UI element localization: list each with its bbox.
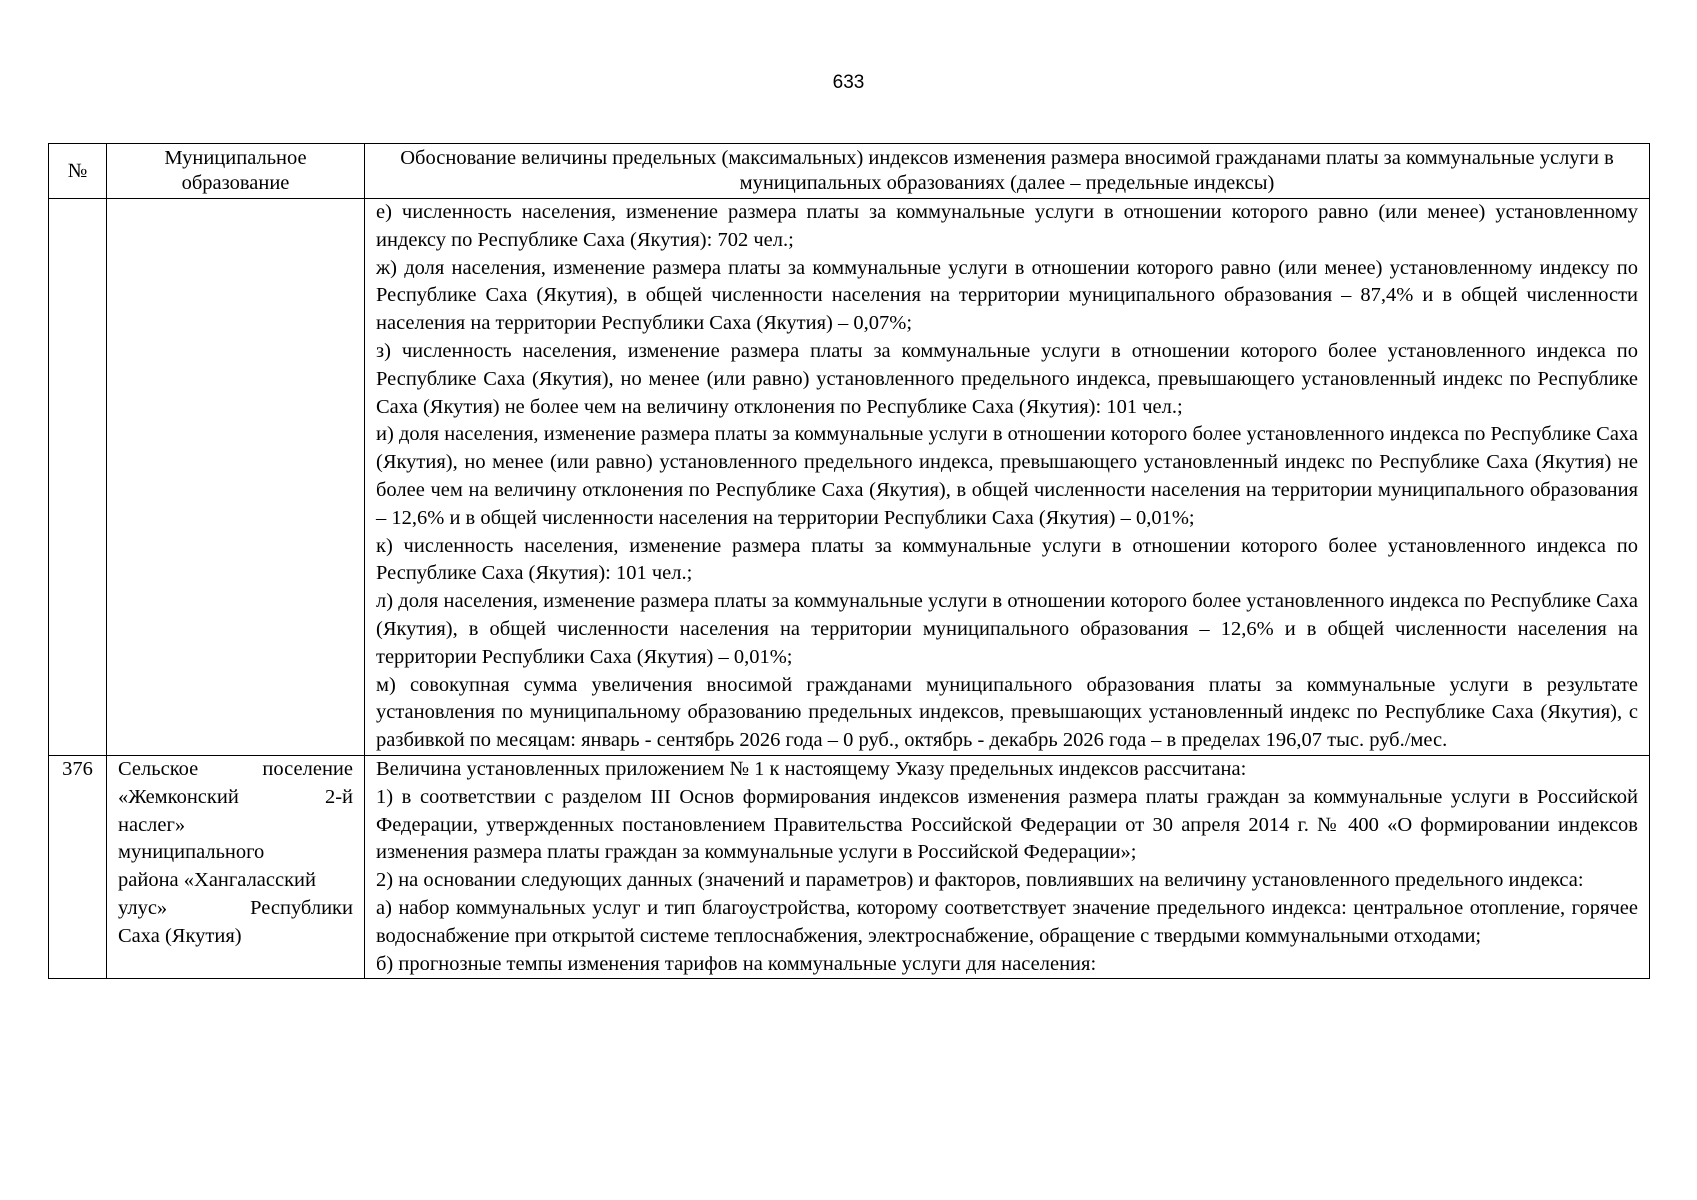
municipality-cell (107, 199, 365, 756)
municipality-line: Саха (Якутия) (118, 924, 242, 947)
header-justification: Обоснование величины предельных (максимальных) индексов изменения размера вносимой гражданами платы за коммунальные услуги в муниципальных образованиях (далее – предельные индексы) (365, 144, 1650, 199)
paragraph-intro: Величина установленных приложением № 1 к настоящему Указу предельных индексов рассчитана: (376, 757, 1247, 780)
row-number-cell: 376 (49, 755, 107, 978)
paragraph-a: а) набор коммунальных услуг и тип благоустройства, которому соответствует значение предельного индекса: центральное отопление, горячее водоснабжение при открытой системе теплоснабжения, электроснабжение, обращение с твердыми коммунальными отходами; (376, 896, 1638, 947)
paragraph-e: е) численность населения, изменение размера платы за коммунальные услуги в отношении которого равно (или менее) установленному индексу по Республике Саха (Якутия): 702 чел.; (376, 201, 1638, 251)
paragraph-z: з) численность населения, изменение размера платы за коммунальные услуги в отношении которого более установленного индекса по Республике Саха (Якутия), но менее (или равно) установленного предельного индекса, превышающего установленный индекс по Республике Саха (Якутия) не более чем на величину отклонения по Республике Саха (Якутия): 101 чел.; (376, 339, 1638, 418)
page-number: 633 (832, 72, 865, 93)
paragraph-m: м) совокупная сумма увеличения вносимой гражданами муниципального образования платы за коммунальные услуги в результате установления по муниципальному образованию предельных индексов, превышающих установленный индекс по Республике Саха (Якутия), с разбивкой по месяцам: январь - сентябрь 2026 года – 0 руб., октябрь - декабрь 2026 года – в пределах 196,07 тыс. руб./мес. (376, 673, 1638, 752)
header-municipality: Муниципальное образование (107, 144, 365, 199)
header-number: № (49, 144, 107, 199)
row-number-cell (49, 199, 107, 756)
municipality-line: муниципального (118, 841, 265, 864)
municipality-line: «Жемконский 2-й (118, 785, 353, 808)
paragraph-zh: ж) доля населения, изменение размера платы за коммунальные услуги в отношении которого равно (или менее) установленному индексу по Республике Саха (Якутия), в общей численности населения на территории муниципального образования – 87,4% и в общей численности населения на территории Республики Саха (Якутия) – 0,07%; (376, 256, 1638, 335)
paragraph-l: л) доля населения, изменение размера платы за коммунальные услуги в отношении которого более установленного индекса по Республике Саха (Якутия), в общей численности населения на территории муниципального образования – 12,6% и в общей численности населения на территории Республики Саха (Якутия) – 0,01%; (376, 590, 1638, 668)
municipality-line: улус» Республики (118, 896, 353, 919)
justification-cell (365, 199, 1650, 756)
municipality-line: наслег» (118, 813, 186, 836)
table-row-376 (49, 755, 1650, 978)
table-row-continuation (49, 199, 1650, 756)
justification-cell (365, 755, 1650, 978)
indices-table (48, 143, 1650, 979)
paragraph-k: к) численность населения, изменение размера платы за коммунальные услуги в отношении которого более установленного индекса по Республике Саха (Якутия): 101 чел.; (376, 534, 1638, 585)
paragraph-2: 2) на основании следующих данных (значений и параметров) и факторов, повлиявших на величину установленного предельного индекса: (376, 869, 1584, 892)
municipality-line: Сельское поселение (118, 757, 353, 780)
paragraph-i: и) доля населения, изменение размера платы за коммунальные услуги в отношении которого более установленного индекса по Республике Саха (Якутия), но менее (или равно) установленного предельного индекса, превышающего установленный индекс по Республике Саха (Якутия) не более чем на величину отклонения по Республике Саха (Якутия), в общей численности населения на территории муниципального образования – 12,6% и в общей численности населения на территории Республики Саха (Якутия) – 0,01%; (376, 423, 1638, 529)
paragraph-b: б) прогнозные темпы изменения тарифов на коммунальные услуги для населения: (376, 952, 1097, 975)
table-header-row (49, 144, 1650, 199)
municipality-line: района «Хангаласский (118, 869, 317, 892)
municipality-cell (107, 755, 365, 978)
paragraph-1: 1) в соответствии с разделом III Основ формирования индексов изменения размера платы граждан за коммунальные услуги в Российской Федерации, утвержденных постановлением Правительства Российской Федерации от 30 апреля 2014 г. № 400 «О формировании индексов изменения размера платы граждан за коммунальные услуги в Российской Федерации»; (376, 785, 1638, 864)
